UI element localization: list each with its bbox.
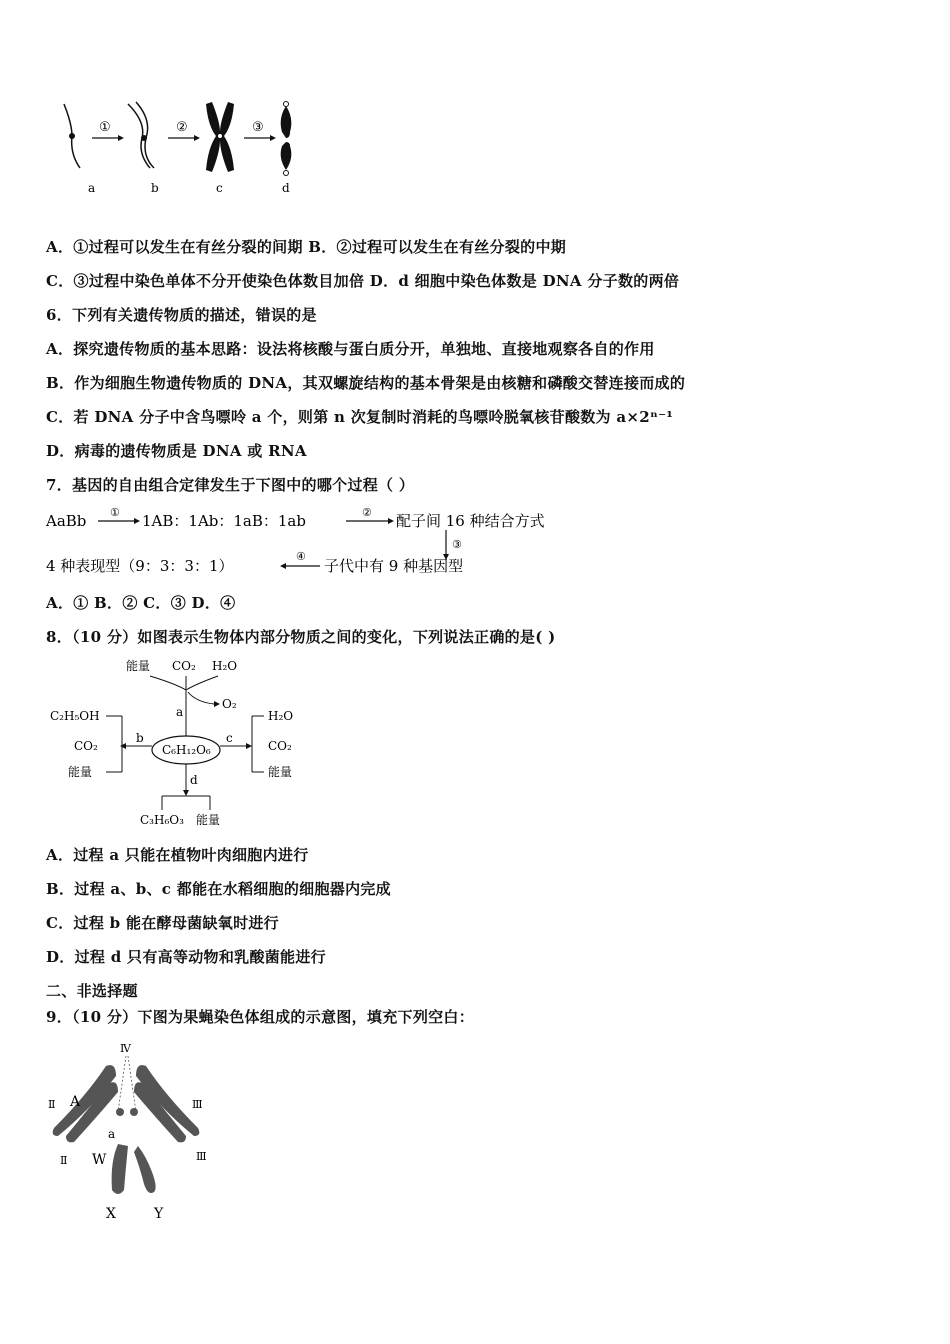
q9-label-iii-top: Ⅲ bbox=[192, 1098, 203, 1111]
q8-option-c: C．过程 b 能在酵母菌缺氧时进行 bbox=[46, 914, 279, 932]
q6-option-c: C．若 DNA 分子中含鸟嘌呤 a 个，则第 n 次复制时消耗的鸟嘌呤脱氧核苷酸数为 a×2ⁿ⁻¹ bbox=[46, 408, 674, 426]
q9-label-iii-bottom: Ⅲ bbox=[196, 1150, 207, 1163]
q8-process-b: b bbox=[136, 731, 144, 745]
q9-label-ii-bottom: Ⅱ bbox=[60, 1154, 68, 1167]
chromosome-d-lower bbox=[281, 142, 292, 170]
q8-option-d: D．过程 d 只有高等动物和乳酸菌能进行 bbox=[46, 948, 326, 966]
q8-top-h2o: H₂O bbox=[212, 659, 238, 673]
q7-step-4: ④ bbox=[296, 550, 306, 563]
q8-process-a: a bbox=[176, 705, 184, 719]
q8-process-d: d bbox=[190, 773, 198, 787]
q5-options-line1: A．①过程可以发生在有丝分裂的间期 B．②过程可以发生在有丝分裂的中期 bbox=[46, 238, 567, 256]
q7-flow-figure bbox=[46, 504, 626, 580]
chromosome-d-upper bbox=[281, 106, 292, 138]
q7-step-2: ② bbox=[362, 506, 372, 519]
chromosome-process-figure bbox=[50, 96, 320, 206]
q9-label-x: X bbox=[106, 1206, 116, 1222]
label-d: d bbox=[282, 181, 290, 195]
q9-label-iv: Ⅳ bbox=[120, 1042, 131, 1055]
q8-right-energy: 能量 bbox=[268, 765, 293, 779]
q8-option-a: A．过程 a 只能在植物叶肉细胞内进行 bbox=[46, 846, 309, 864]
q8-left-energy: 能量 bbox=[68, 765, 93, 779]
label-b: b bbox=[151, 181, 159, 195]
step-1-label: ① bbox=[99, 120, 111, 135]
label-a: a bbox=[88, 181, 96, 195]
section-heading: 二、非选择题 bbox=[46, 982, 138, 1000]
q9-label-A: A bbox=[70, 1094, 81, 1110]
q8-right-co2: CO₂ bbox=[268, 739, 292, 753]
q8-o2: O₂ bbox=[222, 697, 237, 711]
q6-option-b: B．作为细胞生物遗传物质的 DNA，其双螺旋结构的基本骨架是由核糖和磷酸交替连接而成的 bbox=[46, 374, 686, 392]
q8-metabolism-figure bbox=[46, 654, 316, 834]
q8-right-h2o: H₂O bbox=[268, 709, 294, 723]
q7-combinations: 配子间 16 种结合方式 bbox=[396, 512, 545, 530]
q9-stem: 9．（10 分）下图为果蝇染色体组成的示意图，填充下列空白： bbox=[46, 1008, 475, 1026]
q8-top-co2: CO₂ bbox=[172, 659, 196, 673]
step-3-label: ③ bbox=[252, 120, 264, 135]
q8-option-b: B．过程 a、b、c 都能在水稻细胞的细胞器内完成 bbox=[46, 880, 391, 898]
q8-glucose: C₆H₁₂O₆ bbox=[162, 743, 211, 757]
q7-phenotypes: 4 种表现型（9：3：3：1） bbox=[46, 557, 234, 575]
fruit-fly-chromosome-figure bbox=[46, 1036, 226, 1226]
q8-left-co2: CO₂ bbox=[74, 739, 98, 753]
chromosome-x bbox=[112, 1144, 128, 1194]
q8-left-ethanol: C₂H₅OH bbox=[50, 709, 100, 723]
q7-gamete-ratio: 1AB：1Ab：1aB：1ab bbox=[142, 512, 306, 530]
q9-label-w: W bbox=[92, 1152, 107, 1168]
q9-label-a: a bbox=[108, 1127, 116, 1141]
q9-label-ii-top: Ⅱ bbox=[48, 1098, 56, 1111]
q8-bottom-energy: 能量 bbox=[196, 813, 221, 827]
q8-stem: 8．（10 分）如图表示生物体内部分物质之间的变化，下列说法正确的是( ) bbox=[46, 628, 556, 646]
q6-option-a: A．探究遗传物质的基本思路：设法将核酸与蛋白质分开，单独地、直接地观察各自的作用 bbox=[46, 340, 655, 358]
label-c: c bbox=[216, 181, 223, 195]
chromosome-iv-left bbox=[116, 1108, 124, 1116]
q6-option-d: D．病毒的遗传物质是 DNA 或 RNA bbox=[46, 442, 307, 460]
q6-stem: 6．下列有关遗传物质的描述，错误的是 bbox=[46, 306, 317, 324]
step-2-label: ② bbox=[176, 120, 188, 135]
q5-options-line2: C．③过程中染色单体不分开使染色体数目加倍 D．d 细胞中染色体数是 DNA 分子数的两倍 bbox=[46, 272, 680, 290]
q8-lactic-acid: C₃H₆O₃ bbox=[140, 813, 184, 827]
chromosome-y bbox=[134, 1146, 156, 1193]
q7-stem: 7．基因的自由组合定律发生于下图中的哪个过程（ ） bbox=[46, 476, 415, 494]
q7-step-1: ① bbox=[110, 506, 120, 519]
q7-start: AaBb bbox=[46, 512, 87, 530]
q8-process-c: c bbox=[226, 731, 233, 745]
q7-genotypes: 子代中有 9 种基因型 bbox=[324, 557, 464, 575]
chromosome-iv-right bbox=[130, 1108, 138, 1116]
q8-top-energy: 能量 bbox=[126, 659, 151, 673]
q7-options: A．① B．② C．③ D．④ bbox=[46, 594, 236, 612]
q7-step-3: ③ bbox=[452, 538, 462, 551]
q9-label-y: Y bbox=[154, 1206, 164, 1222]
